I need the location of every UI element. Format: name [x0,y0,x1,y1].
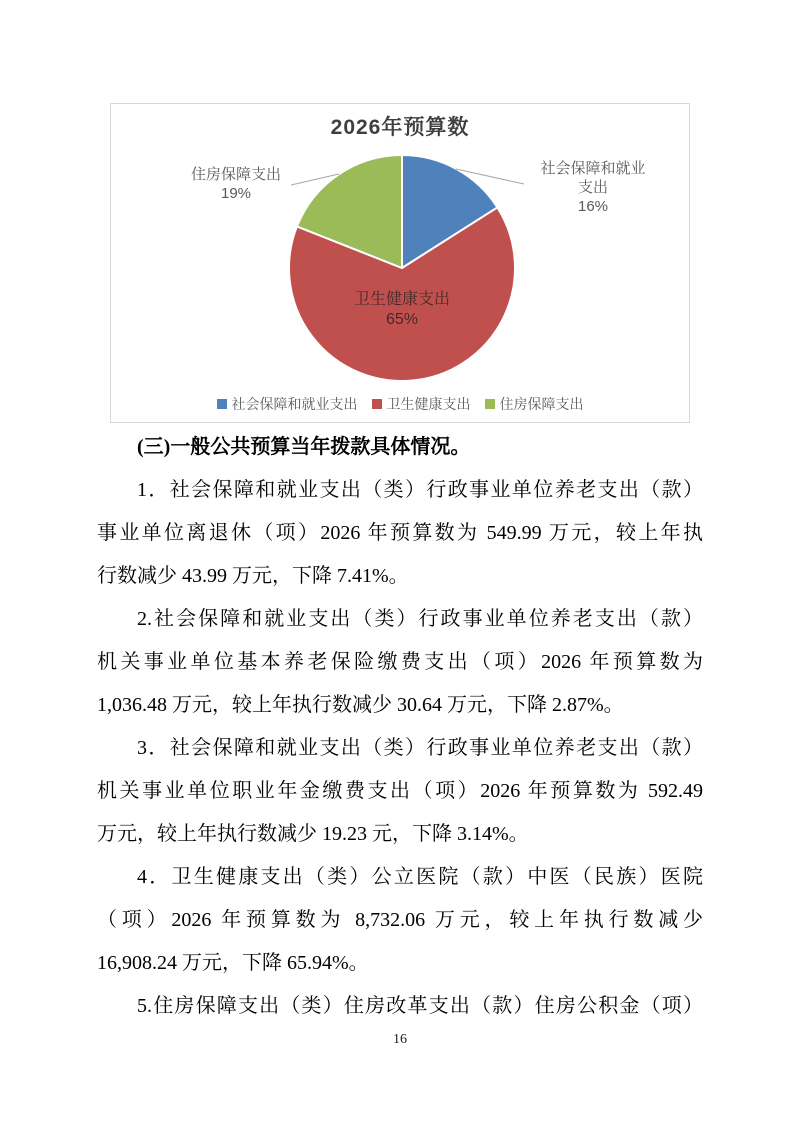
label-housing-expenditure [166,165,306,203]
page-number: 16 [393,1032,407,1047]
label-social-security-expenditure [513,159,673,216]
text-line: 机关事业单位基本养老保险缴费支出（项）2026 年预算数为 [97,651,703,673]
paragraph [97,856,703,985]
text-line: 行数减少 43.99 万元，下降 7.41%。 [97,565,409,587]
chart-title: 2026年预算数 [330,116,470,139]
body-content [97,426,703,1028]
legend-label: 社会保障和就业支出 [231,396,358,412]
chart-label-line: 65% [385,311,419,328]
budget-pie-chart [110,103,690,423]
text-line: 3．社会保障和就业支出（类）行政事业单位养老支出（款） [137,737,703,759]
body-paragraphs [97,469,703,1028]
text-line: 16,908.24 万元，下降 65.94%。 [97,952,369,974]
chart-label-line: 社会保障和就业 [540,160,646,177]
paragraph [97,985,703,1028]
section-heading: (三)一般公共预算当年拨款具体情况。 [137,436,471,458]
legend-item [372,394,471,414]
text-line: 1,036.48 万元，较上年执行数减少 30.64 万元，下降 2.87%。 [97,694,624,716]
chart-label-line: 住房保障支出 [190,166,281,183]
chart-label-line: 卫生健康支出 [353,291,450,308]
text-line: 4．卫生健康支出（类）公立医院（款）中医（民族）医院 [137,866,703,888]
text-line: （项）2026 年预算数为 8,732.06 万元，较上年执行数减少 [97,909,703,931]
legend-swatch-icon [372,399,382,409]
text-line: 2.社会保障和就业支出（类）行政事业单位养老支出（款） [137,608,703,630]
legend-swatch-icon [217,399,227,409]
chart-label-line: 19% [220,185,252,202]
pie-chart-icon [111,104,689,422]
pie-slices [289,155,515,381]
text-line: 1．社会保障和就业支出（类）行政事业单位养老支出（款） [137,479,703,501]
paragraph [97,469,703,598]
legend-item [485,394,584,414]
legend-item [217,394,358,414]
legend-label: 卫生健康支出 [386,396,471,412]
chart-legend [111,394,689,414]
chart-label-line: 支出 [577,179,608,196]
legend-label: 住房保障支出 [499,396,584,412]
text-line: 事业单位离退休（项）2026 年预算数为 549.99 万元，较上年执 [97,522,703,544]
text-line: 5.住房保障支出（类）住房改革支出（款）住房公积金（项） [137,995,703,1017]
text-line: 机关事业单位职业年金缴费支出（项）2026 年预算数为 592.49 [97,780,703,802]
paragraph [97,727,703,856]
text-line: 万元，较上年执行数减少 19.23 元，下降 3.14%。 [97,823,529,845]
paragraph [97,598,703,727]
chart-label-line: 16% [577,198,609,215]
label-health-expenditure [292,290,512,330]
legend-swatch-icon [485,399,495,409]
